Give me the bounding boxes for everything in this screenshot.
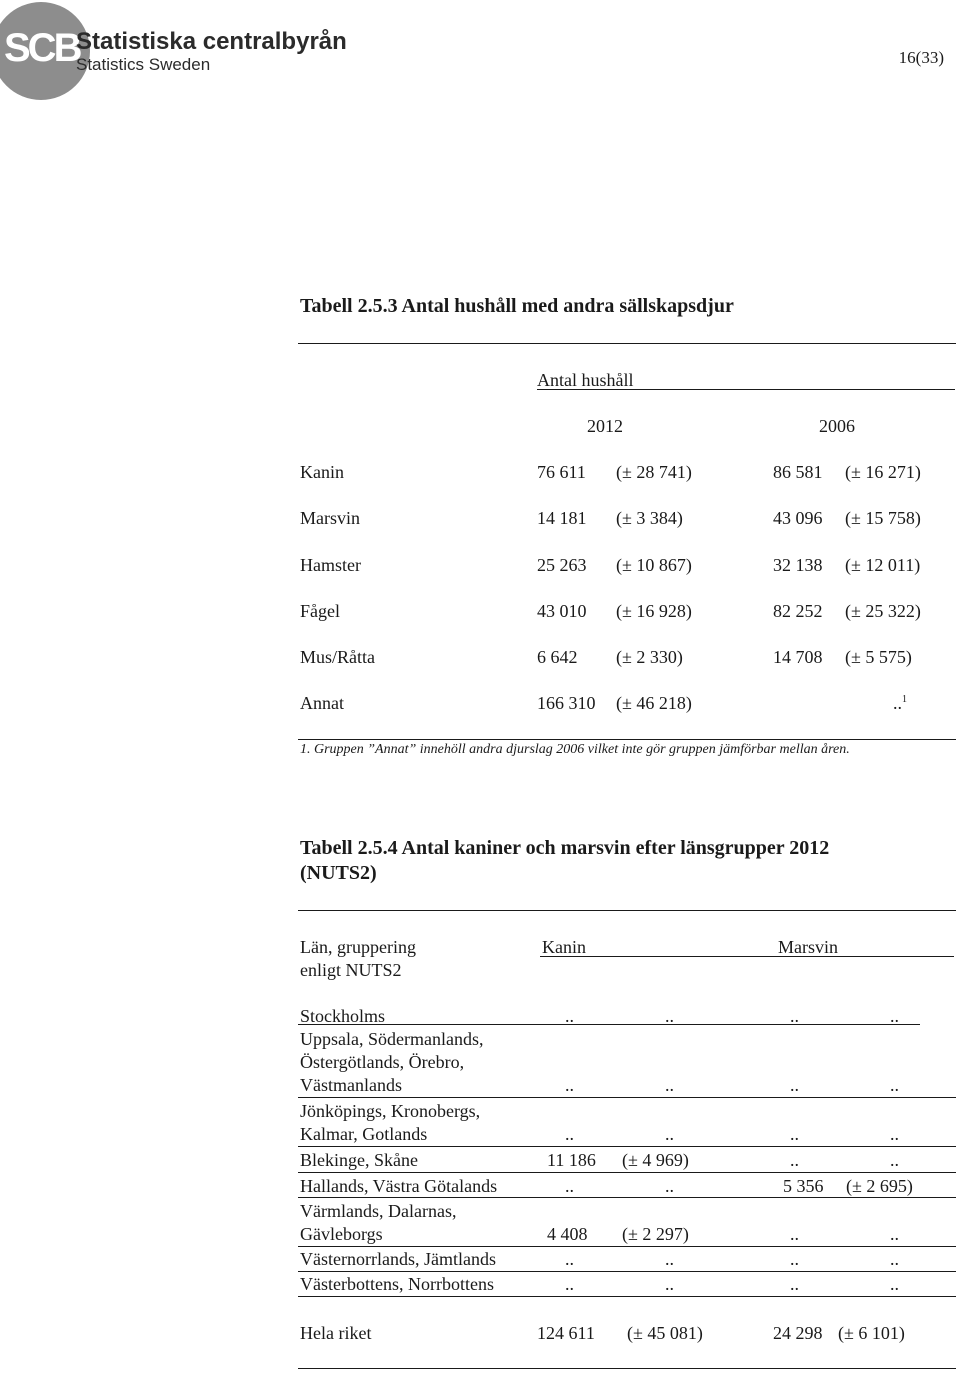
table2-marsvin-ci: ..: [890, 1274, 899, 1294]
table1-value-2012: 43 010: [537, 601, 587, 621]
table2-kanin-ci: ..: [665, 1176, 674, 1196]
table1-value-2006: 86 581: [773, 462, 823, 482]
table1-ci-2006: (± 15 758): [845, 508, 921, 528]
table2-kanin: 11 186: [547, 1150, 596, 1170]
table2-row-rule: [298, 1146, 956, 1147]
table2-marsvin: 5 356: [783, 1176, 824, 1196]
table2-top-rule: [298, 910, 956, 911]
table2-kanin: ..: [565, 1006, 574, 1026]
table1-ci-2012: (± 46 218): [616, 693, 692, 713]
table1-ci-2006: (± 5 575): [845, 647, 912, 667]
table2-row-rule: [298, 1024, 920, 1025]
table1-ci-2006: (± 25 322): [845, 601, 921, 621]
table1-ci-2012: (± 10 867): [616, 555, 692, 575]
table1-value-2006: [893, 693, 907, 714]
table2-row-label: Värmlands, Dalarnas,: [300, 1201, 457, 1221]
table1-row-label: Mus/Råtta: [300, 647, 375, 667]
table2-kanin: ..: [565, 1075, 574, 1095]
table2-row-rule: [298, 1097, 956, 1098]
table1-value-2006: 43 096: [773, 508, 823, 528]
table2-marsvin: ..: [790, 1150, 799, 1170]
table2-kanin-ci: ..: [665, 1274, 674, 1294]
org-subtitle: Statistics Sweden: [76, 55, 211, 74]
table1-ci-2012: (± 3 384): [616, 508, 683, 528]
table1-value-2006-text: ..: [893, 693, 902, 713]
table2-kanin: ..: [565, 1274, 574, 1294]
table1-row-label: Kanin: [300, 462, 344, 482]
table2-total-kanin-ci: (± 45 081): [627, 1323, 703, 1343]
table2-kanin: ..: [565, 1176, 574, 1196]
table1-group-header: Antal hushåll: [537, 370, 634, 390]
table2-title-line2: (NUTS2): [300, 862, 377, 884]
org-name: Statistiska centralbyrån: [76, 28, 347, 55]
table2-kanin-ci: ..: [665, 1075, 674, 1095]
table2-kanin-ci: (± 2 297): [622, 1224, 689, 1244]
table2-marsvin-ci: ..: [890, 1224, 899, 1244]
page-number: 16(33): [898, 48, 944, 67]
table1-ci-2012: (± 28 741): [616, 462, 692, 482]
table2-row-label: Kalmar, Gotlands: [300, 1124, 428, 1144]
table1-year-2012: 2012: [587, 416, 623, 436]
table2-marsvin: ..: [790, 1006, 799, 1026]
table2-marsvin-ci: ..: [890, 1075, 899, 1095]
table2-marsvin-ci: ..: [890, 1006, 899, 1026]
table1-year-2006: 2006: [819, 416, 855, 436]
table2-kanin-ci: ..: [665, 1006, 674, 1026]
table1-value-2012: 25 263: [537, 555, 587, 575]
table2-marsvin: ..: [790, 1124, 799, 1144]
table2-kanin-ci: ..: [665, 1124, 674, 1144]
table2-kanin: 4 408: [547, 1224, 588, 1244]
table1-row-label: Marsvin: [300, 508, 360, 528]
table1-value-2012: 166 310: [537, 693, 596, 713]
table2-row-label: Jönköpings, Kronobergs,: [300, 1101, 481, 1121]
table1-ci-2012: (± 16 928): [616, 601, 692, 621]
table2-marsvin-ci: ..: [890, 1124, 899, 1144]
table2-row-label: Hallands, Västra Götalands: [300, 1176, 498, 1196]
table2-marsvin: ..: [790, 1224, 799, 1244]
table2-marsvin: ..: [790, 1249, 799, 1269]
table2-bottom-rule: [298, 1368, 956, 1369]
table2-kanin: ..: [565, 1124, 574, 1144]
table2-marsvin: ..: [790, 1075, 799, 1095]
table2-total-kanin: 124 611: [537, 1323, 595, 1343]
table2-row-label: Uppsala, Södermanlands,: [300, 1029, 484, 1049]
table1-value-2012: 76 611: [537, 462, 586, 482]
table1-ci-2012: (± 2 330): [616, 647, 683, 667]
table1-value-2006: 14 708: [773, 647, 823, 667]
table1-row-label: Fågel: [300, 601, 340, 621]
table1-value-2006: 82 252: [773, 601, 823, 621]
table2-row-label: Västernorrlands, Jämtlands: [300, 1249, 496, 1269]
table2-row-label: Västmanlands: [300, 1075, 402, 1095]
table2-row-rule: [298, 1271, 956, 1272]
table2-total-label: Hela riket: [300, 1323, 372, 1343]
table2-row-label: Västerbottens, Norrbottens: [300, 1274, 494, 1294]
table2-marsvin-ci: ..: [890, 1249, 899, 1269]
table2-kanin-ci: ..: [665, 1249, 674, 1269]
table1-ci-2006: (± 12 011): [845, 555, 921, 575]
table2-kanin: ..: [565, 1249, 574, 1269]
footnote-ref: 1: [902, 694, 907, 705]
table1-title: Tabell 2.5.3 Antal hushåll med andra sällskapsdjur: [300, 295, 734, 317]
table2-row-label: Blekinge, Skåne: [300, 1150, 418, 1170]
table1-footnote: 1. Gruppen ”Annat” innehöll andra djurslag 2006 vilket inte gör gruppen jämförbar mellan åren.: [300, 742, 850, 757]
table2-row-label: Östergötlands, Örebro,: [300, 1052, 465, 1072]
table1-group-rule: [537, 389, 955, 390]
table2-title-line1: Tabell 2.5.4 Antal kaniner och marsvin efter länsgrupper 2012: [300, 837, 830, 859]
table2-marsvin: ..: [790, 1274, 799, 1294]
table2-col-marsvin: Marsvin: [778, 937, 838, 957]
scb-logo-letters: SCB: [4, 26, 80, 70]
table1-row-label: Annat: [300, 693, 344, 713]
table1-value-2012: 14 181: [537, 508, 587, 528]
table2-row-label: Gävleborgs: [300, 1224, 383, 1244]
table2-col-label-line1: Län, gruppering: [300, 937, 416, 957]
table1-value-2006: 32 138: [773, 555, 823, 575]
table1-ci-2006: (± 16 271): [845, 462, 921, 482]
table1-row-label: Hamster: [300, 555, 361, 575]
table2-col-label-line2: enligt NUTS2: [300, 960, 402, 980]
table1-top-rule: [298, 343, 956, 344]
table2-marsvin-ci: (± 2 695): [846, 1176, 913, 1196]
table1-bottom-rule: [298, 739, 956, 740]
table1-value-2012: 6 642: [537, 647, 578, 667]
table2-total-marsvin-ci: (± 6 101): [838, 1323, 905, 1343]
table2-marsvin-ci: ..: [890, 1150, 899, 1170]
table2-row-rule: [298, 1246, 956, 1247]
table2-row-rule: [298, 1296, 956, 1297]
table2-col-kanin: Kanin: [542, 937, 586, 957]
table2-total-marsvin: 24 298: [773, 1323, 823, 1343]
table2-kanin-ci: (± 4 969): [622, 1150, 689, 1170]
table2-row-label: Stockholms: [300, 1006, 386, 1026]
table2-row-rule: [298, 1172, 956, 1173]
table2-col-rule: [540, 956, 954, 957]
table2-row-rule: [298, 1197, 956, 1198]
